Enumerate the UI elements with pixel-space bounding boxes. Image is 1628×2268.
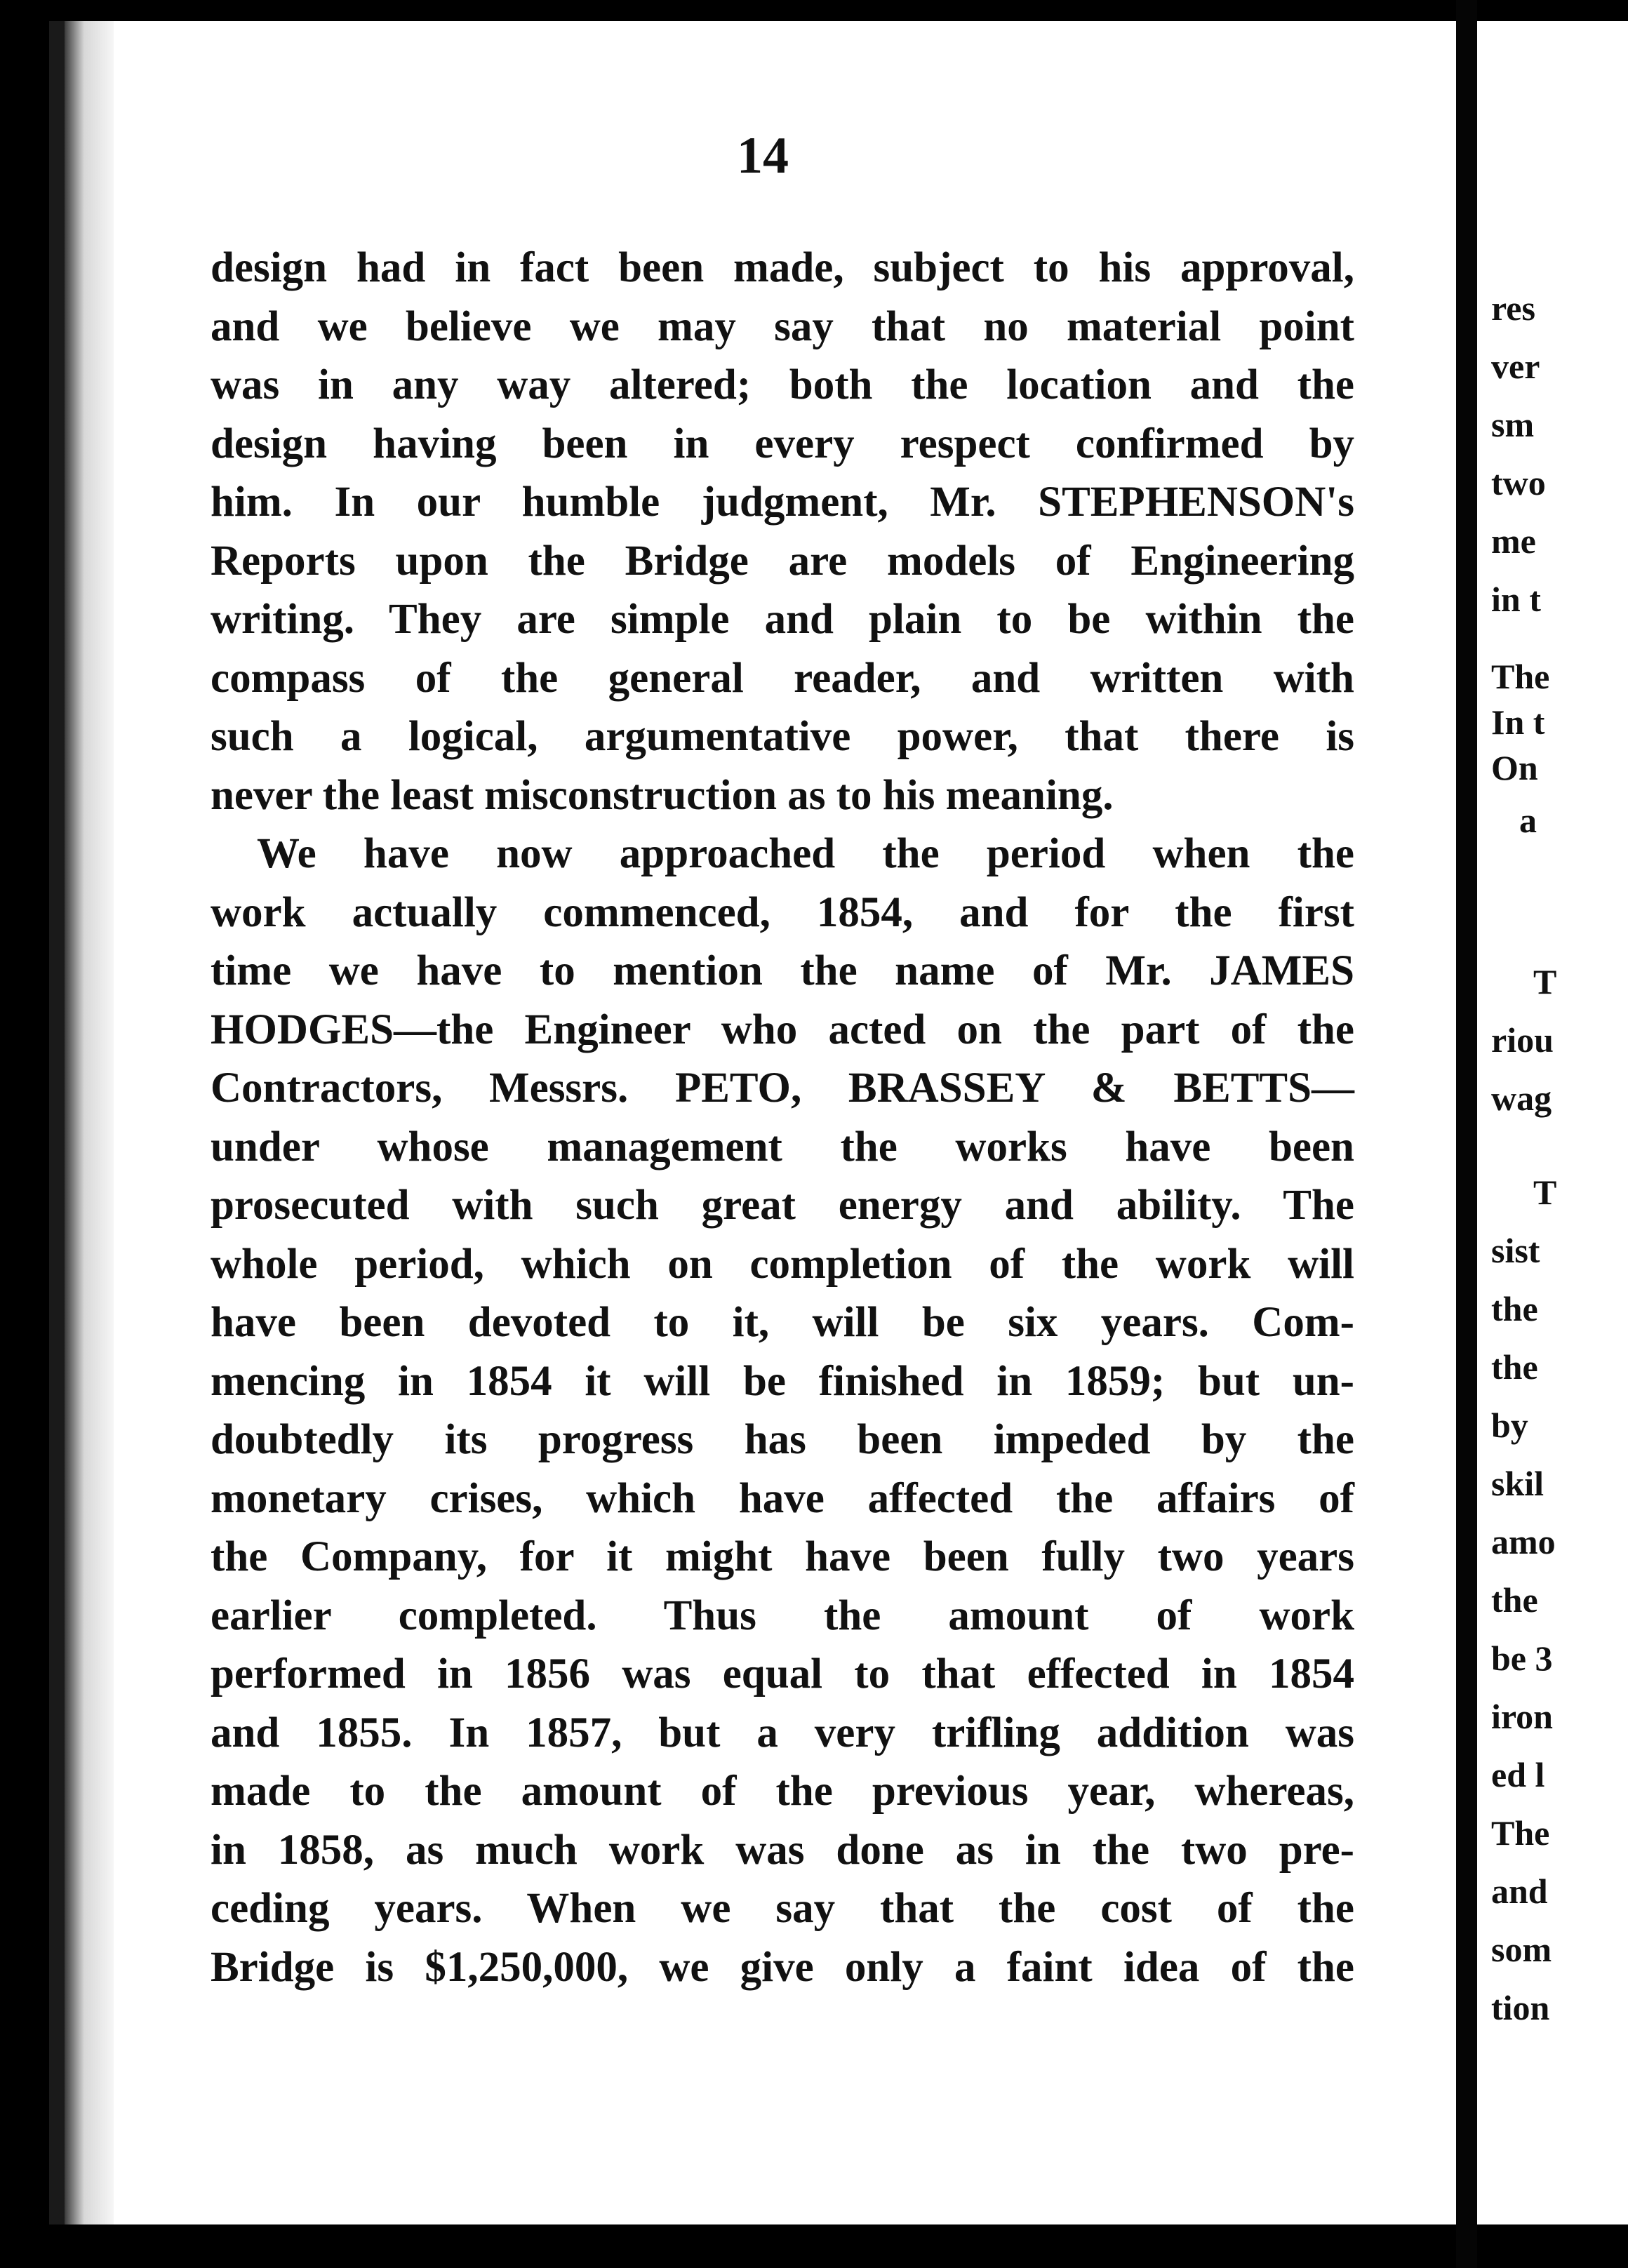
text-line: We have now approached the period when the	[257, 830, 1354, 877]
text-line: Bridge is $1,250,000, we give only a faint idea of the	[211, 1943, 1354, 1991]
facing-fragment: wag	[1491, 1079, 1552, 1118]
text-line: Contractors, Messrs. PETO, BRASSEY & BETTS—	[211, 1065, 1354, 1112]
text-line: design having been in every respect confirmed by	[211, 420, 1354, 467]
facing-fragment: On	[1491, 748, 1538, 787]
text-line: whole period, which on completion of the work will	[211, 1240, 1354, 1288]
text-line: mencing in 1854 it will be finished in 1859; but un-	[211, 1357, 1354, 1405]
facing-fragment: the	[1491, 1347, 1538, 1387]
text-line: Reports upon the Bridge are models of Engineering	[211, 537, 1354, 585]
facing-fragment: me	[1491, 521, 1536, 561]
facing-fragment: skil	[1491, 1464, 1544, 1503]
text-line: and we believe we may say that no material point	[211, 302, 1354, 350]
body-text	[211, 239, 1354, 1996]
facing-fragment: The	[1491, 657, 1550, 696]
text-line: under whose management the works have been	[211, 1123, 1354, 1170]
text-line: prosecuted with such great energy and ability. The	[211, 1182, 1354, 1229]
text-line: never the least misconstruction as to his meaning.	[211, 771, 1114, 819]
facing-fragment: by	[1491, 1406, 1528, 1445]
facing-fragment: the	[1491, 1580, 1538, 1620]
text-line: design had in fact been made, subject to his approval,	[211, 244, 1354, 291]
facing-fragment: a	[1519, 801, 1537, 840]
binding-shadow	[65, 21, 114, 2224]
text-line: made to the amount of the previous year, whereas,	[211, 1768, 1354, 1815]
facing-fragment: iron	[1491, 1697, 1553, 1736]
text-line: time we have to mention the name of Mr. JAMES	[211, 947, 1354, 994]
facing-fragment: som	[1491, 1930, 1552, 1969]
text-line: earlier completed. Thus the amount of work	[211, 1592, 1354, 1639]
text-line: doubtedly its progress has been impeded by the	[211, 1416, 1354, 1463]
facing-fragment: amo	[1491, 1522, 1556, 1561]
page-gutter	[1456, 0, 1477, 2268]
facing-fragment: The	[1491, 1813, 1550, 1853]
facing-fragment: sm	[1491, 405, 1535, 444]
page-number: 14	[737, 127, 789, 185]
facing-fragment: in t	[1491, 580, 1541, 619]
text-line: the Company, for it might have been fully two years	[211, 1533, 1354, 1580]
facing-fragment: In t	[1491, 702, 1545, 742]
facing-fragment: ed l	[1491, 1755, 1545, 1794]
text-line: him. In our humble judgment, Mr. STEPHENSON's	[211, 479, 1354, 526]
facing-fragment: two	[1491, 463, 1546, 502]
text-line: have been devoted to it, will be six years. Com-	[211, 1299, 1354, 1346]
facing-fragment: tion	[1491, 1988, 1550, 2027]
text-line: such a logical, argumentative power, that there is	[211, 713, 1354, 760]
facing-fragment: T	[1533, 962, 1557, 1001]
facing-fragment: sist	[1491, 1231, 1540, 1270]
facing-fragment: res	[1491, 288, 1535, 328]
facing-fragment: be 3	[1491, 1639, 1553, 1678]
text-line: work actually commenced, 1854, and for the first	[211, 888, 1354, 936]
facing-fragment: riou	[1491, 1020, 1554, 1060]
text-line: ceding years. When we say that the cost of the	[211, 1885, 1354, 1932]
facing-fragment: and	[1491, 1872, 1548, 1911]
facing-page-edge	[1477, 21, 1628, 2224]
text-line: was in any way altered; both the location and the	[211, 361, 1354, 408]
facing-fragment: T	[1533, 1173, 1557, 1212]
text-line: writing. They are simple and plain to be within the	[211, 596, 1354, 643]
text-line: in 1858, as much work was done as in the two pre-	[211, 1826, 1354, 1874]
text-line: HODGES—the Engineer who acted on the part of the	[211, 1006, 1354, 1053]
text-line: compass of the general reader, and written with	[211, 654, 1354, 702]
facing-fragment: the	[1491, 1289, 1538, 1328]
text-line: and 1855. In 1857, but a very trifling addition was	[211, 1709, 1354, 1756]
facing-fragment: ver	[1491, 347, 1540, 386]
text-line: performed in 1856 was equal to that effected in 1854	[211, 1650, 1354, 1697]
text-line: monetary crises, which have affected the affairs of	[211, 1474, 1354, 1522]
